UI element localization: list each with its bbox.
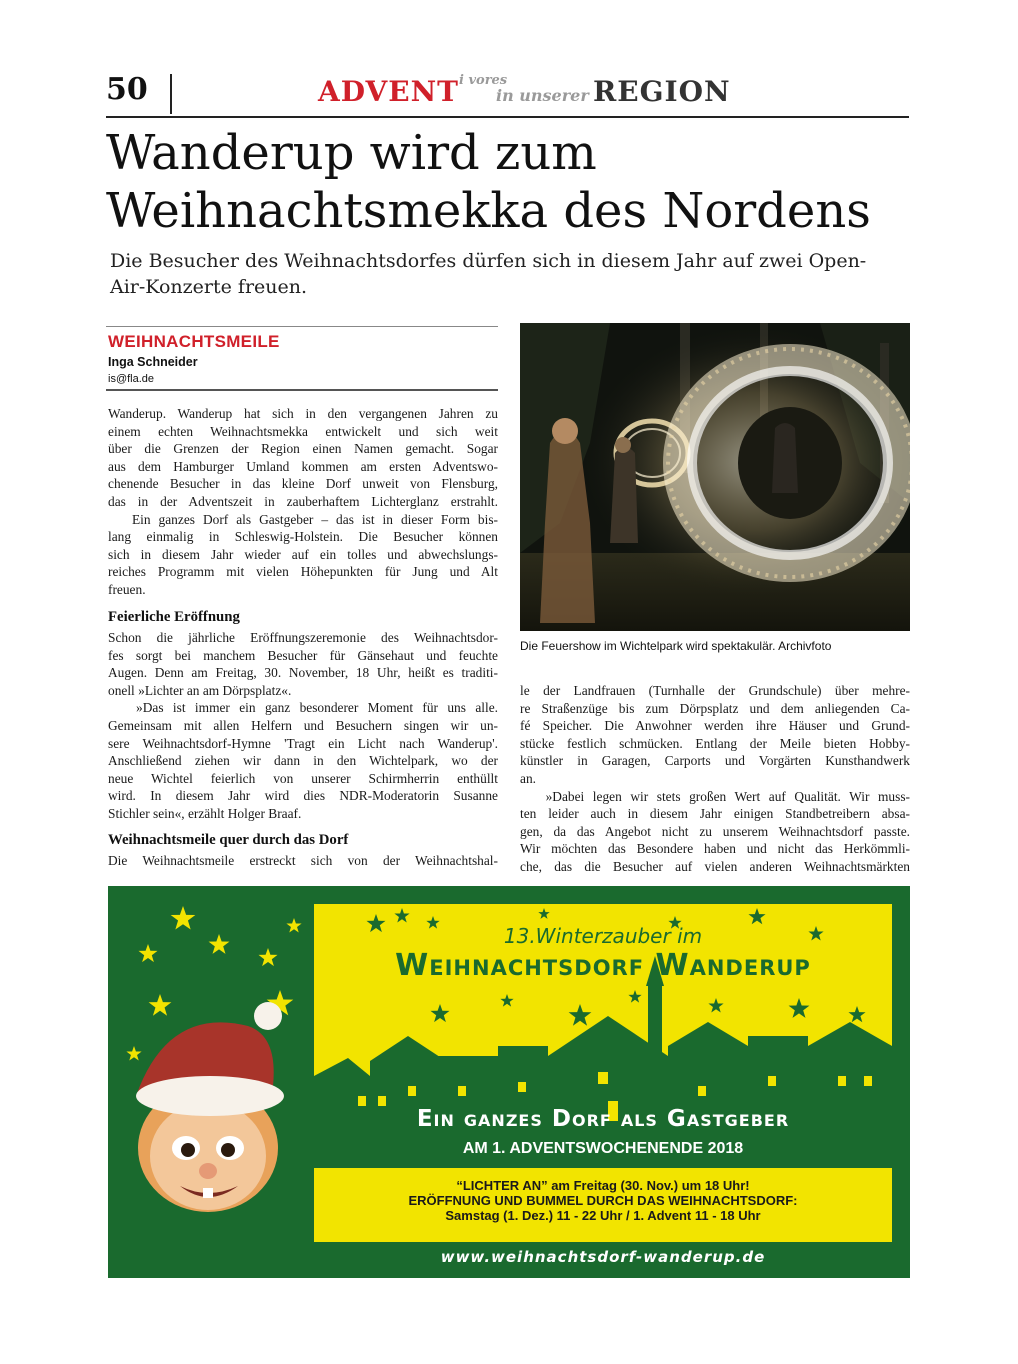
section-subheading: Feierliche Eröffnung xyxy=(108,609,240,625)
ad-slogan: Ein ganzes Dorf als Gastgeber xyxy=(416,1106,790,1132)
ad-website-link[interactable]: www.weihnachtsdorf-wanderup.de xyxy=(440,1248,766,1266)
author-name: Inga Schneider xyxy=(108,355,198,369)
ad-date-line: AM 1. ADVENTSWOCHENENDE 2018 xyxy=(462,1140,744,1157)
text-line: einem echten Weihnachtsmekka entwickelt und sich weit xyxy=(108,423,498,439)
star-icon xyxy=(259,948,278,966)
section-subheading: Weihnachtsmeile quer durch das Dorf xyxy=(108,832,349,848)
text-line: che, das die Besucher auf vielen anderen Weihnachtsmärkten xyxy=(520,858,910,874)
text-line: aus dem Hamburger Umland kommen am ersten Adventswo- xyxy=(108,458,498,474)
section-region: REGION xyxy=(593,75,731,108)
text-line: fes sorgt bei manchem Besucher für Gänsehaut und feuchte xyxy=(108,647,498,663)
text-line: sich in diesem Jahr wieder auf ein tolles und abwechslungs- xyxy=(108,546,498,562)
text-line: Anschließend ziehen wir dann in den Wichtelpark, wo der xyxy=(108,753,498,769)
ad-title-edition: 13.Winterzauber im xyxy=(503,924,703,948)
text-line: chenende Besucher in das kleine Dorf unweit von Flensburg, xyxy=(108,476,498,492)
ad-schedule-line: “LICHTER AN” am Freitag (30. Nov.) um 18 Uhr! xyxy=(456,1178,750,1193)
headline-line: Weihnachtsmekka des Nordens xyxy=(106,183,871,239)
fire-show-photo xyxy=(520,323,910,631)
kicker: WEIHNACHTSMEILE xyxy=(108,332,280,351)
headline xyxy=(106,124,916,240)
text-line: stücke festlich schmücken. Entlang der Meile bieten Hobby- xyxy=(520,735,910,751)
section-title: ADVENT xyxy=(318,75,460,108)
page-number: 50 xyxy=(106,72,148,107)
text-line: »Dabei legen wir stets großen Wert auf Qualität. Wir muss- xyxy=(520,788,910,804)
text-line: Die Weihnachtsmeile erstreckt sich von der Weihnachtshal- xyxy=(108,853,498,868)
text-line: Augen. Denn am Freitag, 30. November, 18 Uhr, heißt es traditi- xyxy=(108,665,498,681)
text-line: über die Grenzen der Region einen Namen gemacht. Sogar xyxy=(108,441,498,457)
body-text xyxy=(108,852,498,870)
text-line: Schon die jährliche Eröffnungszeremonie des Weihnachtsdor- xyxy=(108,630,498,645)
ad-schedule xyxy=(314,1168,892,1242)
text-line: freuen. xyxy=(108,581,146,597)
byline-rule xyxy=(106,326,498,327)
photo-caption: Die Feuershow im Wichtelpark wird spektakulär. Archivfoto xyxy=(520,639,832,653)
author-email[interactable]: is@fla.de xyxy=(108,373,155,385)
section-subtitle-german: in unserer xyxy=(496,86,589,105)
advertisement[interactable] xyxy=(108,886,910,1278)
star-icon xyxy=(149,994,172,1016)
star-icon xyxy=(126,1046,141,1060)
text-line: wird. In diesem Jahr wird dies NDR-Moderatorin Susanne xyxy=(108,788,498,804)
text-line: sere Weihnachtsdorf-Hymne 'Tragt ein Licht nach Wanderup'. xyxy=(108,735,498,751)
text-line: onell »Lichter an am Dörpsplatz«. xyxy=(108,682,292,698)
text-line: gen, da das Angebot nicht zu unserem Weihnachtsdorf passte. xyxy=(520,823,910,839)
ad-schedule-line: Samstag (1. Dez.) 11 - 22 Uhr / 1. Advent 11 - 18 Uhr xyxy=(445,1208,761,1223)
text-line: re Straßenzüge bis zum Dörpsplatz und dem anliegenden Ca- xyxy=(520,700,910,716)
ad-schedule-line: ERÖFFNUNG UND BUMMEL DURCH DAS WEIHNACHTSDORF: xyxy=(408,1193,798,1208)
star-icon xyxy=(139,944,158,962)
text-line: Gemeinsam mit allen Helfern und Besuchern singen wir un- xyxy=(108,717,498,733)
text-line: Wanderup. Wanderup hat sich in den vergangenen Jahren zu xyxy=(108,406,498,421)
subheadline: Die Besucher des Weihnachtsdorfes dürfen sich in diesem Jahr auf zwei Open-Air-Konzerte freuen. xyxy=(110,250,867,298)
text-line: fé Speicher. Die Anwohner werden ihre Häuser und Grund- xyxy=(520,718,910,734)
header-rule xyxy=(106,116,909,118)
text-line: das in der Adventszeit in zauberhaftem Lichterglanz erstrahlt. xyxy=(108,493,498,509)
body-text xyxy=(108,629,498,823)
text-line: »Das ist immer ein ganz besonderer Moment für uns alle. xyxy=(108,700,498,716)
text-line: künstler in Garagen, Carports und Vorgärten Kunsthandwerk xyxy=(520,753,910,769)
text-line: le der Landfrauen (Turnhalle der Grundschule) über mehre- xyxy=(520,683,910,698)
header-separator xyxy=(170,74,172,114)
headline-line: Wanderup wird zum xyxy=(106,125,597,181)
text-line: Ein ganzes Dorf als Gastgeber – das ist in dieser Form bis- xyxy=(108,511,498,527)
text-line: neue Wichtel feierlich von unserer Schirmherrin enthüllt xyxy=(108,770,498,786)
text-line: Stichler sein«, erzählt Holger Braaf. xyxy=(108,805,302,821)
section-subtitle-danish: i vores xyxy=(459,73,508,88)
body-text xyxy=(108,405,498,599)
wichtel-mascot xyxy=(136,1002,284,1212)
star-icon xyxy=(209,934,230,954)
fire-show-illustration xyxy=(520,323,910,631)
text-line: Wir möchten das Besondere haben und nicht das Herkömmli- xyxy=(520,841,910,857)
text-line: reiches Programm mit vielen Höhepunkten für Jung und Alt xyxy=(108,564,498,580)
byline-rule xyxy=(106,389,498,391)
body-text xyxy=(520,682,910,876)
star-icon xyxy=(286,918,301,932)
star-icon xyxy=(171,906,196,930)
ad-title-main: Weihnachtsdorf Wanderup xyxy=(395,948,811,983)
text-line: ten leider auch in diesem Jahr einigen Standbetreibern absa- xyxy=(520,806,910,822)
text-line: lang einmalig in Schleswig-Holstein. Die Besucher können xyxy=(108,529,498,545)
text-line: an. xyxy=(520,770,536,786)
